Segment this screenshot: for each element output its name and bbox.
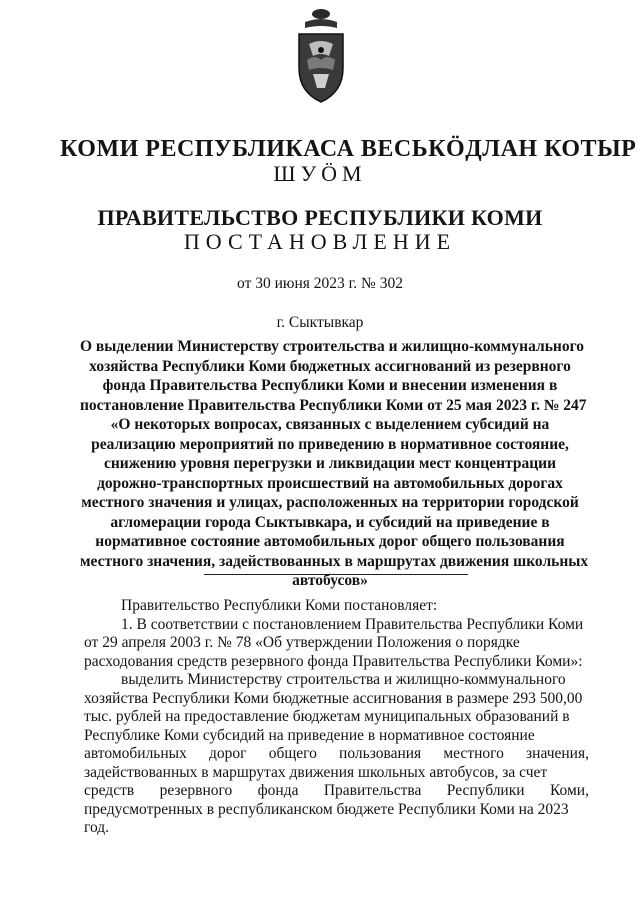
word: Коми, — [549, 782, 589, 799]
body-line: 1. В соответствии с постановлением Правительства Республики Коми — [121, 615, 584, 633]
subject-line: агломерации города Сыктывкара, и субсидий на приведение в — [110, 513, 550, 531]
body-line: выделить Министерству строительства и жилищно-коммунального — [121, 671, 566, 688]
subject-line: местного значения и улицах, расположенных на территории городской — [81, 494, 579, 511]
decree-city: г. Сыктывкар — [276, 314, 364, 331]
word: пользования — [339, 745, 422, 762]
decree-date-number: от 30 июня 2023 г. № 302 — [237, 275, 403, 292]
title-separator-rule — [204, 574, 468, 575]
komi-coat-of-arms-icon — [295, 8, 347, 104]
body-line: задействованных в маршрутах движения школьных автобусов, за счет — [84, 763, 548, 781]
body-line: тыс. рублей на предоставление бюджетам муниципальных образований в — [84, 708, 570, 725]
body-line: предусмотренных в республиканском бюджете Республики Коми на 2023 — [84, 800, 569, 818]
subject-line: снижению уровня перегрузки и ликвидации мест концентрации — [103, 455, 557, 472]
government-title: ПРАВИТЕЛЬСТВО РЕСПУБЛИКИ КОМИ — [97, 205, 543, 230]
body-line: хозяйства Республики Коми бюджетные ассигнования в размере 293 500,00 — [84, 689, 583, 707]
decree-body — [84, 597, 589, 838]
subject-line: «О некоторых вопросах, связанных с выделением субсидий на — [110, 416, 550, 433]
subject-line: постановление Правительства Республики Коми от 25 мая 2023 г. № 247 — [80, 396, 587, 414]
komi-decree-type: ШУÖМ — [273, 161, 367, 186]
subject-line: местного значения, задействованных в маршрутах движения школьных — [80, 552, 589, 570]
subject-line: дорожно-транспортных происшествий на автомобильных дорогах — [97, 474, 563, 492]
body-line: Республике Коми субсидий на приведение в нормативное состояние — [84, 726, 535, 744]
komi-government-title: КОМИ РЕСПУБЛИКАСА ВЕСЬКÖДЛАН КОТЫР — [60, 136, 637, 162]
word: автомобильных — [84, 745, 187, 762]
subject-line: автобусов» — [292, 572, 368, 589]
body-line: расходования средств резервного фонда Правительства Республики Коми»: — [84, 652, 583, 670]
body-line: от 29 апреля 2003 г. № 78 «Об утверждении Положения о порядке — [84, 634, 520, 651]
body-line-justified — [84, 782, 589, 801]
word: дорог — [209, 745, 247, 762]
word: фонда — [257, 782, 299, 799]
word: Правительства — [323, 782, 422, 799]
body-line: год. — [84, 819, 110, 836]
body-intro: Правительство Республики Коми постановляет: — [121, 597, 438, 614]
word: местного — [443, 745, 504, 762]
word: общего — [268, 745, 317, 762]
body-line-justified — [84, 745, 589, 764]
word: значения, — [526, 745, 589, 762]
word: резервного — [159, 782, 233, 799]
subject-line: фонда Правительства Республики Коми и внесении изменения в — [102, 377, 558, 394]
subject-line: реализацию мероприятий по приведению в нормативное состояние, — [91, 435, 569, 453]
decree-subject — [80, 337, 589, 591]
word: Республики — [446, 782, 525, 799]
decree-type: ПОСТАНОВЛЕНИЕ — [183, 229, 457, 254]
word: средств — [84, 782, 135, 799]
subject-line: хозяйства Республики Коми бюджетных ассигнований из резервного — [89, 357, 571, 375]
subject-line: нормативное состояние автомобильных дорог общего пользования — [95, 533, 565, 550]
subject-line: О выделении Министерству строительства и жилищно-коммунального — [80, 338, 584, 355]
